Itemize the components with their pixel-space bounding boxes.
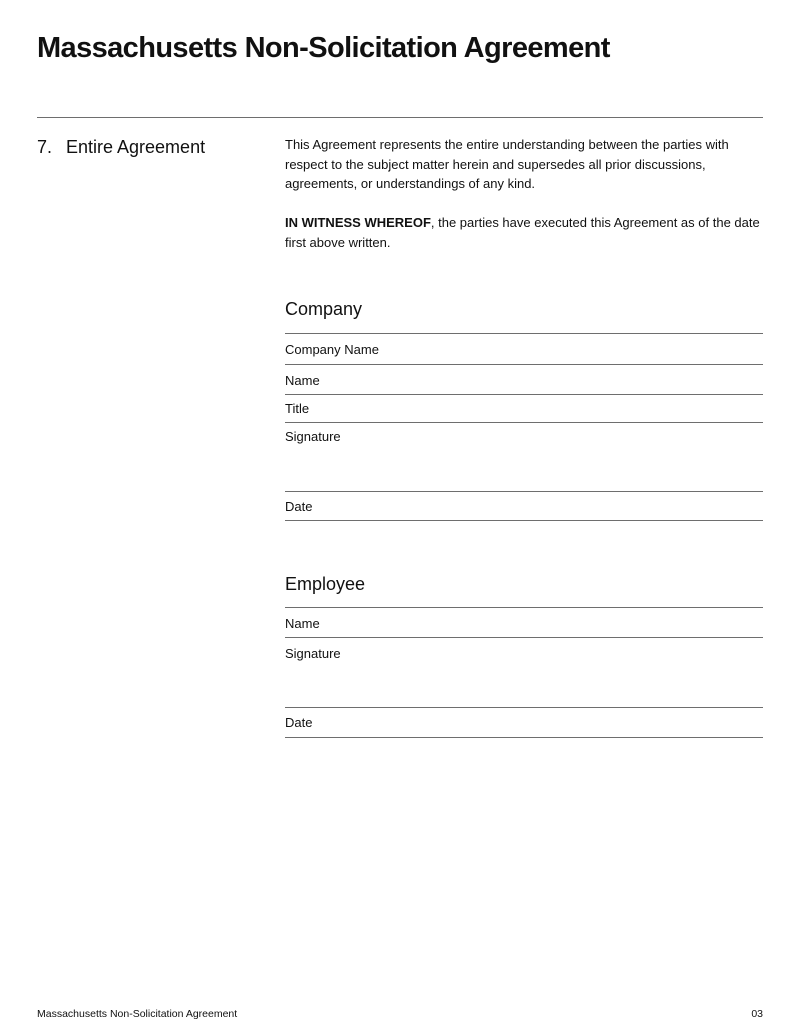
entire-agreement-paragraph: This Agreement represents the entire understanding between the parties with respect to the subject matter herein and supersedes all prior discussions, agreements, or understandings of any kind. [285, 137, 729, 191]
employee-date-line[interactable] [285, 737, 763, 738]
employee-date-field-label: Date [285, 715, 313, 730]
company-signer-name-line[interactable] [285, 394, 763, 395]
company-title-line[interactable] [285, 422, 763, 423]
title-divider [37, 117, 763, 118]
employee-name-field-label: Name [285, 616, 320, 631]
employee-name-line[interactable] [285, 637, 763, 638]
company-date-line[interactable] [285, 520, 763, 521]
witness-bold-text: IN WITNESS WHEREOF [285, 215, 431, 230]
section-heading: Entire Agreement [66, 137, 206, 157]
witness-paragraph [285, 213, 763, 252]
witness-text: , the parties have executed this Agreement as of the date first above written. [285, 215, 760, 250]
page-number: 03 [751, 1008, 763, 1020]
section-number: 7. [37, 137, 53, 157]
company-name-field-label: Company Name [285, 342, 379, 357]
company-top-line [285, 333, 763, 334]
employee-signature-line[interactable] [285, 707, 763, 708]
footer-document-title: Massachusetts Non-Solicitation Agreement [37, 1008, 238, 1020]
company-date-field-label: Date [285, 499, 313, 514]
employee-top-line [285, 607, 763, 608]
company-title-field-label: Title [285, 401, 310, 416]
company-signature-line[interactable] [285, 491, 763, 492]
employee-signature-field-label: Signature [285, 646, 341, 661]
employee-heading: Employee [285, 574, 366, 594]
company-name-line[interactable] [285, 364, 763, 365]
company-heading: Company [285, 299, 363, 319]
company-signature-field-label: Signature [285, 429, 341, 444]
document-title: Massachusetts Non-Solicitation Agreement [37, 32, 610, 64]
company-signer-name-field-label: Name [285, 373, 320, 388]
